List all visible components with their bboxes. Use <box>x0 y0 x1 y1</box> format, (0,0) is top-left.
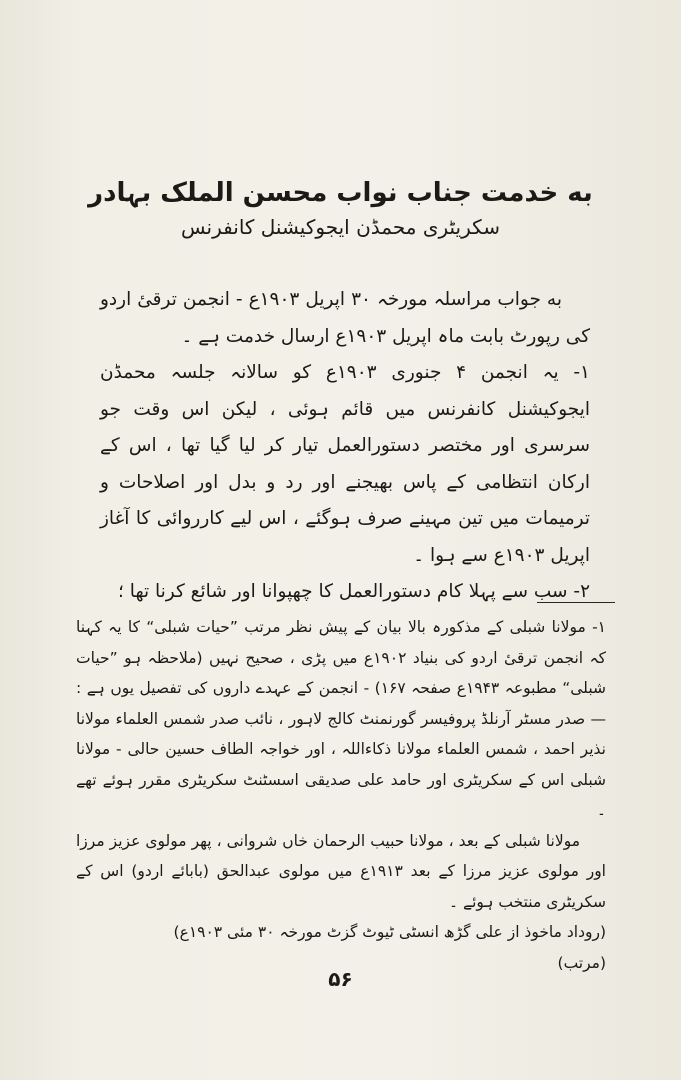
footnotes <box>76 612 606 978</box>
footnote-2-paragraph: مولانا شبلی کے بعد ، مولانا حبیب الرحمان خاں شروانی ، پھر مولوی عزیز مرزا اور مولوی عزیز مرزا کے بعد ۱۹۱۳ع میں مولوی عبدالحق (بابائے اردو) اس کے سکریٹری منتخب ہوئے ۔ <box>76 831 606 911</box>
footnote-1-paragraph: ۱- مولانا شبلی کے مذکورہ بالا بیان کے پیش نظر مرتب ”حیات شبلی“ کا یہ کہنا کہ انجمن ترقیٔ اردو کی بنیاد ۱۹۰۲ع میں پڑی ، صحیح نہیں (ملاحظہ ہو ”حیات شبلی“ مطبوعہ ۱۹۴۳ع صفحہ ۱۶۷) - انجمن کے عہدے داروں کی تفصیل یوں ہے :— صدر مسٹر آرنلڈ پروفیسر گورنمنٹ کالج لاہور ، نائب صدر شمس العلماء مولانا نذیر احمد ، شمس العلماء مولانا ذکاءاللہ ، اور خواجہ الطاف حسین حالی - مولانا شبلی اس کے سکریٹری اور حامد علی صدیقی اسسٹنٹ سکریٹری مقرر ہوئے تھے ۔ <box>76 618 606 819</box>
page-number: ۵۶ <box>328 967 353 991</box>
footnote-divider <box>537 602 615 603</box>
page-subtitle: سکریٹری محمڈن ایجوکیشنل کانفرنس <box>181 215 500 239</box>
footnote-editor: (مرتب) <box>557 953 606 972</box>
letter-body <box>100 282 590 611</box>
intro-paragraph: به جواب مراسلہ مورخہ ۳۰ اپریل ۱۹۰۳ع - انجمن ترقیٔ اردو کی رپورٹ بابت ماہ اپریل ۱۹۰۳ع ارسال خدمت ہے ۔ <box>100 289 590 347</box>
page-title: به خدمت جناب نواب محسن الملک بہادر <box>88 178 593 208</box>
footnote-source: (روداد ماخوذ از علی گڑھ انسٹی ٹیوٹ گزٹ مورخہ ۳۰ مئی ۱۹۰۳ع) <box>173 923 606 941</box>
point-2-paragraph: ۲- سب سے پہلا کام دستورالعمل کا چھپوانا اور شائع کرنا تھا ؛ <box>118 581 590 602</box>
point-1-paragraph: ۱- یہ انجمن ۴ جنوری ۱۹۰۳ع کو سالانہ جلسہ محمڈن ایجوکیشنل کانفرنس میں قائم ہوئی ، لیکن اس وقت جو سرسری اور مختصر دستورالعمل تیار کر لیا گیا تھا ، اس کے ارکان انتظامی کے پاس بھیجنے اور رد و بدل اور اصلاحات و ترمیمات میں تین مہینے صرف ہوگئے ، اس لیے کارروائی کا آغاز اپریل ۱۹۰۳ع سے ہوا ۔ <box>100 362 590 566</box>
